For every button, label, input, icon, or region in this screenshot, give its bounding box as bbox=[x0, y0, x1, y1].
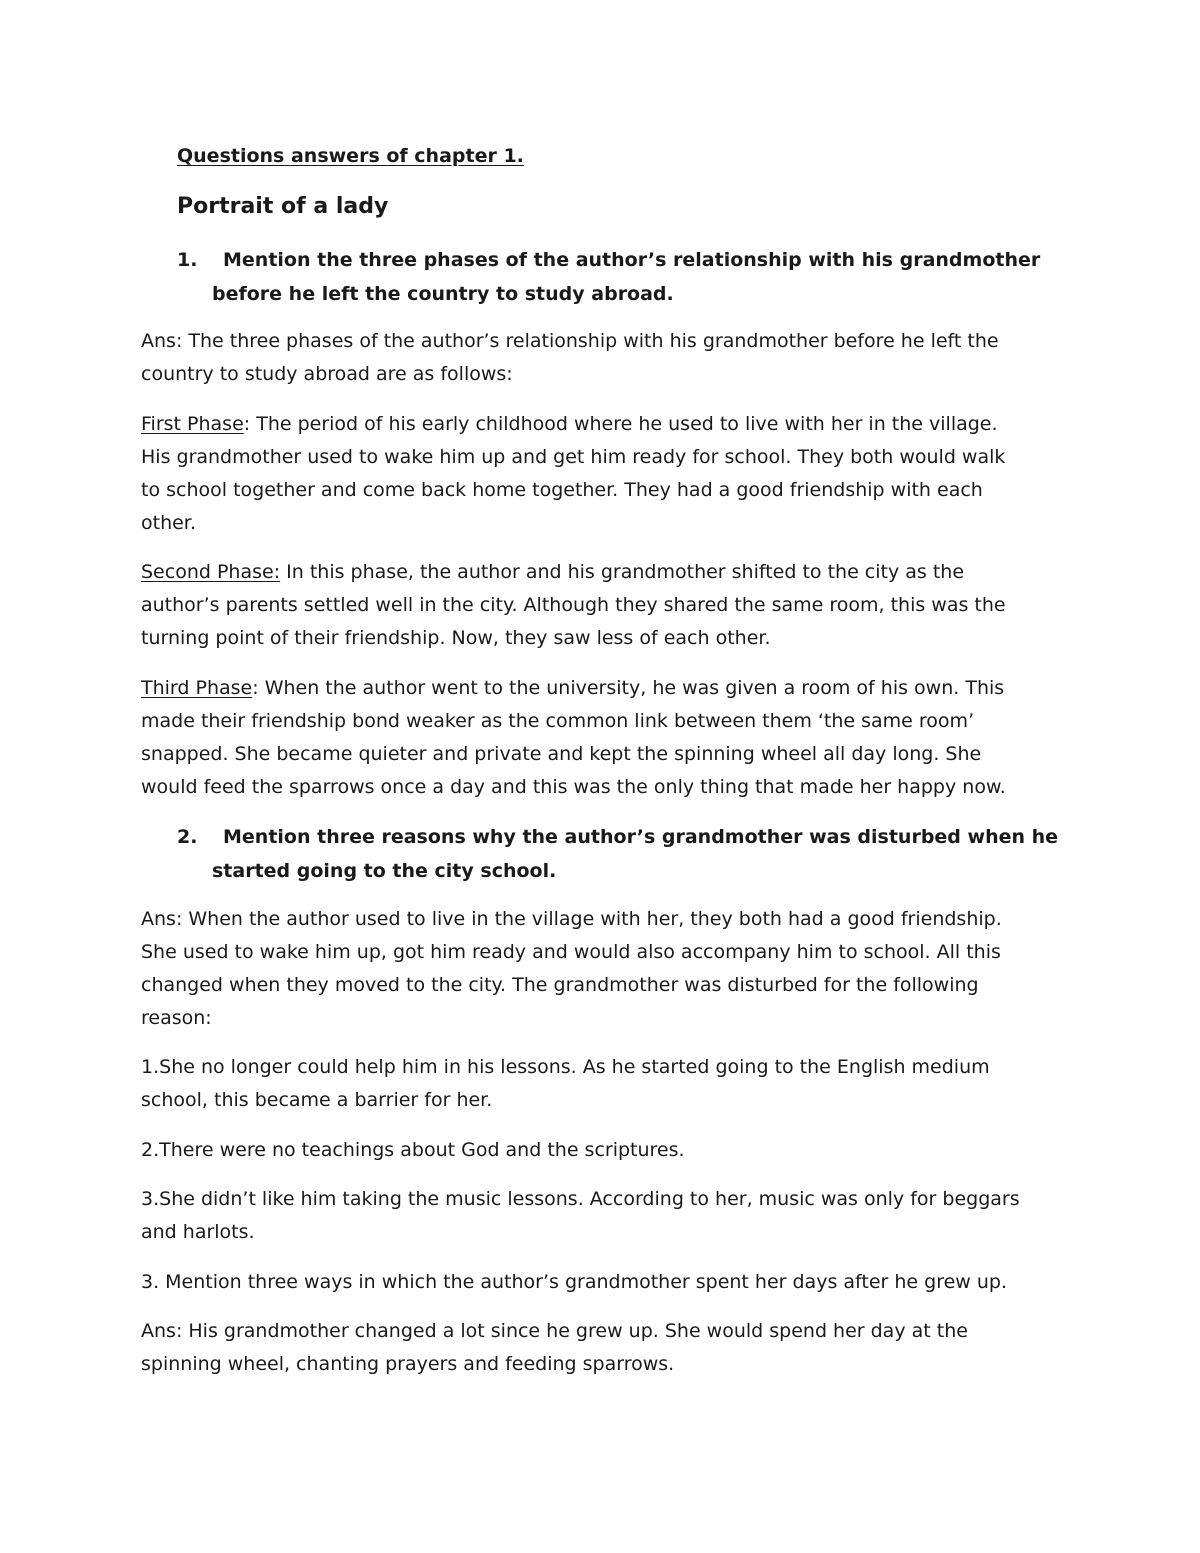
first-phase-line-2: His grandmother used to wake him up and get him ready for school. They both would walk bbox=[141, 446, 1006, 468]
question-1-line-2: before he left the country to study abroad. bbox=[212, 283, 674, 305]
question-2-line-2: started going to the city school. bbox=[212, 860, 557, 882]
first-phase-label: First Phase bbox=[141, 413, 244, 435]
document-title: Questions answers of chapter 1. bbox=[177, 145, 524, 167]
reason-2 bbox=[141, 1134, 1071, 1167]
answer-2 bbox=[141, 903, 1071, 1035]
question-3-text: 3. Mention three ways in which the author’s grandmother spent her days after he grew up. bbox=[141, 1271, 1008, 1293]
reason-2-line-1: 2.There were no teachings about God and the scriptures. bbox=[141, 1139, 685, 1161]
question-2-number: 2. bbox=[177, 826, 198, 848]
answer-2-line-3: changed when they moved to the city. The grandmother was disturbed for the following bbox=[141, 974, 979, 996]
answer-1-line-1: Ans: The three phases of the author’s relationship with his grandmother before he left the bbox=[141, 330, 999, 352]
reason-3-line-2: and harlots. bbox=[141, 1221, 255, 1243]
first-phase-line-1: : The period of his early childhood where he used to live with her in the village. bbox=[243, 413, 998, 435]
question-1-number: 1. bbox=[177, 249, 198, 271]
answer-1-line-2: country to study abroad are as follows: bbox=[141, 363, 513, 385]
answer-2-line-2: She used to wake him up, got him ready and would also accompany him to school. All this bbox=[141, 941, 1001, 963]
answer-3 bbox=[141, 1315, 1071, 1381]
third-phase-label: Third Phase bbox=[141, 677, 253, 699]
answer-3-line-2: spinning wheel, chanting prayers and feeding sparrows. bbox=[141, 1353, 675, 1375]
reason-1-line-2: school, this became a barrier for her. bbox=[141, 1089, 493, 1111]
second-phase-line-3: turning point of their friendship. Now, they saw less of each other. bbox=[141, 627, 771, 649]
second-phase-line-1: In this phase, the author and his grandmother shifted to the city as the bbox=[280, 561, 965, 583]
question-2 bbox=[177, 820, 1057, 888]
third-phase-line-2: made their friendship bond weaker as the common link between them ‘the same room’ bbox=[141, 710, 975, 732]
first-phase-line-4: other. bbox=[141, 512, 196, 534]
answer-1 bbox=[141, 325, 1071, 391]
third-phase-line-3: snapped. She became quieter and private and kept the spinning wheel all day long. She bbox=[141, 743, 982, 765]
answer-3-line-1: Ans: His grandmother changed a lot since he grew up. She would spend her day at the bbox=[141, 1320, 968, 1342]
reason-3 bbox=[141, 1183, 1071, 1249]
first-phase-line-3: to school together and come back home together. They had a good friendship with each bbox=[141, 479, 983, 501]
third-phase-line-4: would feed the sparrows once a day and this was the only thing that made her happy now. bbox=[141, 776, 1006, 798]
chapter-subtitle: Portrait of a lady bbox=[177, 194, 389, 219]
question-1-line-1: Mention the three phases of the author’s relationship with his grandmother bbox=[223, 249, 1041, 271]
reason-1-line-1: 1.She no longer could help him in his lessons. As he started going to the English medium bbox=[141, 1056, 990, 1078]
first-phase-paragraph bbox=[141, 408, 1071, 540]
second-phase-line-2: author’s parents settled well in the city. Although they shared the same room, this was the bbox=[141, 594, 1006, 616]
reason-1 bbox=[141, 1051, 1071, 1117]
answer-2-line-1: Ans: When the author used to live in the village with her, they both had a good friendship. bbox=[141, 908, 1002, 930]
second-phase-paragraph bbox=[141, 556, 1071, 655]
third-phase-paragraph bbox=[141, 672, 1071, 804]
third-phase-line-1: : When the author went to the university, he was given a room of his own. This bbox=[252, 677, 1005, 699]
reason-3-line-1: 3.She didn’t like him taking the music lessons. According to her, music was only for beggars bbox=[141, 1188, 1020, 1210]
question-1 bbox=[177, 243, 1057, 311]
question-2-line-1: Mention three reasons why the author’s grandmother was disturbed when he bbox=[223, 826, 1059, 848]
answer-2-line-4: reason: bbox=[141, 1007, 212, 1029]
second-phase-label: Second Phase: bbox=[141, 561, 281, 583]
question-3 bbox=[141, 1266, 1071, 1299]
